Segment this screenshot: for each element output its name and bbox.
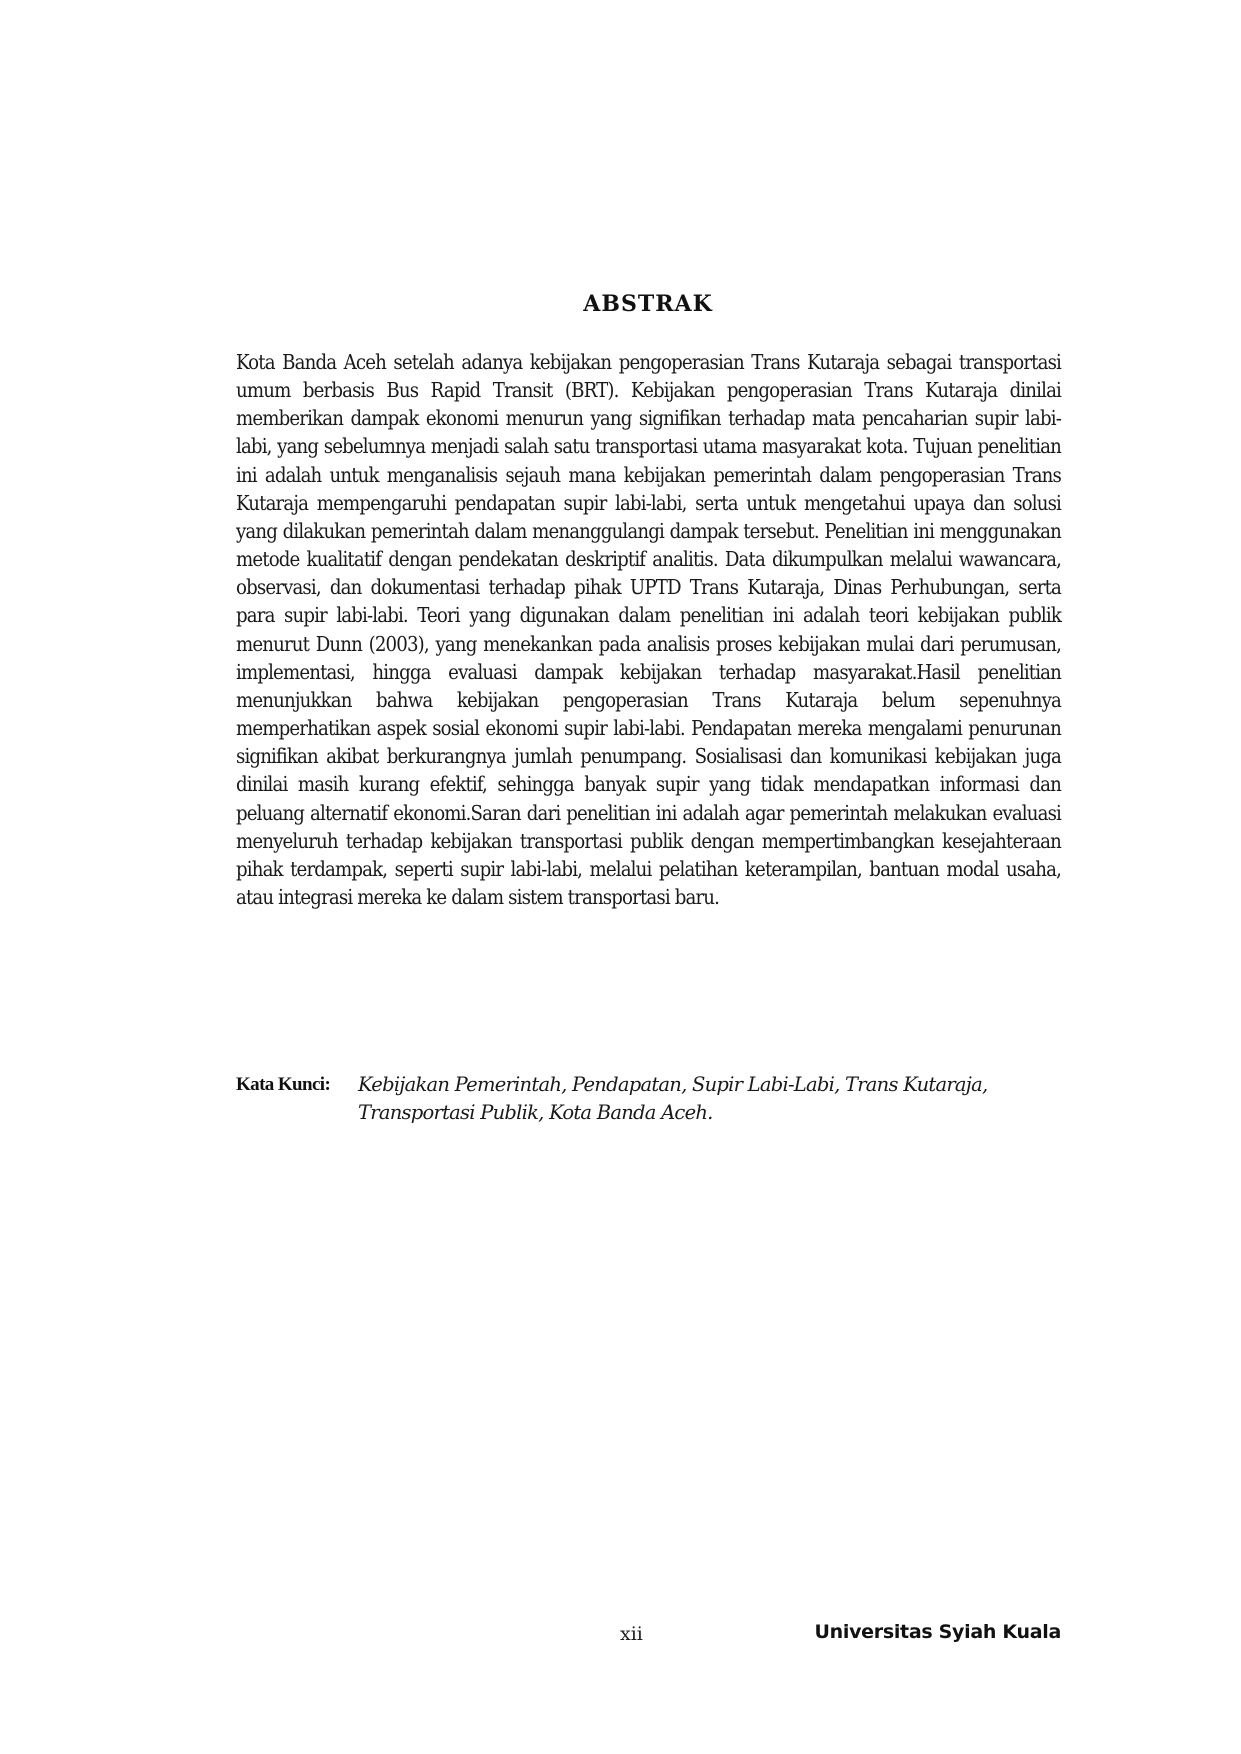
abstract-title: ABSTRAK [583,291,713,317]
page-number: xii [620,1623,643,1645]
keywords-label: Kata Kunci: [236,1074,331,1095]
institution-name: Universitas Syiah Kuala [814,1621,1061,1643]
abstract-body: Kota Banda Aceh setelah adanya kebijakan pengoperasian Trans Kutaraja sebagai transportasi umum berbasis Bus Rapid Transit (BRT). Kebijakan pengoperasian Trans Kutaraja dinilai memberikan dampak ekonomi menurun yang signifikan terhadap mata pencaharian supir labi-labi, yang sebelumnya menjadi salah satu transportasi utama masyarakat kota. Tujuan penelitian ini adalah untuk menganalisis sejauh mana kebijakan pemerintah dalam pengoperasian Trans Kutaraja mempengaruhi pendapatan supir labi-labi, serta untuk mengetahui upaya dan solusi yang dilakukan pemerintah dalam menanggulangi dampak tersebut. Penelitian ini menggunakan metode kualitatif dengan pendekatan deskriptif analitis. Data dikumpulkan melalui wawancara, observasi, dan dokumentasi terhadap pihak UPTD Trans Kutaraja, Dinas Perhubungan, serta para supir labi-labi. Teori yang digunakan dalam penelitian ini adalah teori kebijakan publik menurut Dunn (2003), yang menekankan pada analisis proses kebijakan mulai dari perumusan, implementasi, hingga evaluasi dampak kebijakan terhadap masyarakat.Hasil penelitian menunjukkan bahwa kebijakan pengoperasian Trans Kutaraja belum sepenuhnya memperhatikan aspek sosial ekonomi supir labi-labi. Pendapatan mereka mengalami penurunan signifikan akibat berkurangnya jumlah penumpang. Sosialisasi dan komunikasi kebijakan juga dinilai masih kurang efektif, sehingga banyak supir yang tidak mendapatkan informasi dan peluang alternatif ekonomi.Saran dari penelitian ini adalah agar pemerintah melakukan evaluasi menyeluruh terhadap kebijakan transportasi publik dengan mempertimbangkan kesejahteraan pihak terdampak, seperti supir labi-labi, melalui pelatihan keterampilan, bantuan modal usaha, atau integrasi mereka ke dalam sistem transportasi baru. [236,350,1061,909]
keywords-list: Kebijakan Pemerintah, Pendapatan, Supir Labi-Labi, Trans Kutaraja, Transportasi Publik, Kota Banda Aceh. [358,1073,988,1124]
keywords-section [236,1071,1061,1127]
